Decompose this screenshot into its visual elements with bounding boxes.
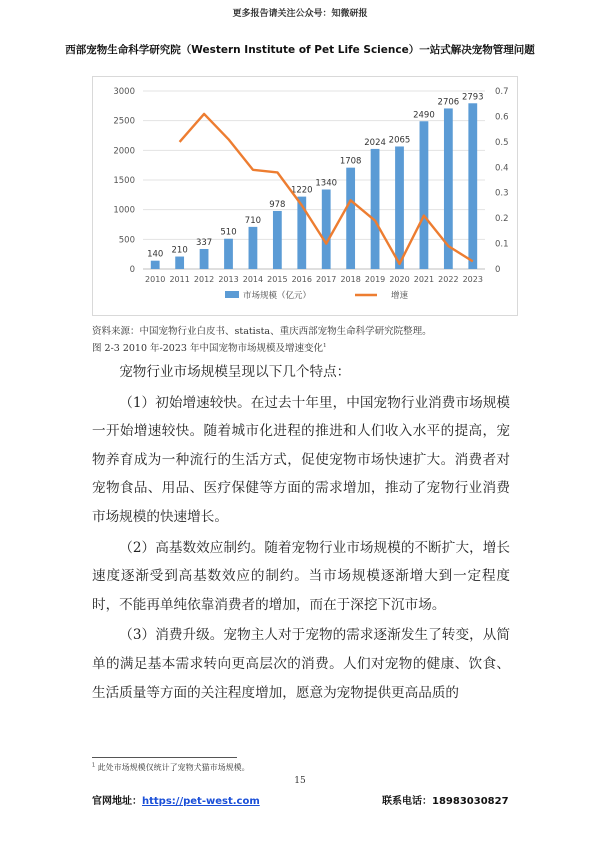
- legend-bar-label: 市场规模（亿元）: [243, 291, 312, 301]
- x-axis-tick-label: 2019: [364, 275, 386, 284]
- bar-data-label: 2706: [437, 97, 460, 108]
- chart-caption: [92, 340, 327, 354]
- footnote-marker: 1: [92, 763, 96, 769]
- bar: [175, 257, 184, 269]
- footnote: [92, 762, 250, 773]
- top-note: 更多报告请关注公众号：知微研报: [232, 9, 368, 19]
- bar-data-label: 2793: [461, 92, 484, 103]
- bar-data-label: 337: [195, 238, 213, 249]
- right-axis-tick-label: 0.2: [495, 214, 509, 225]
- bar-data-label: 978: [269, 199, 286, 210]
- x-axis-tick-label: 2010: [145, 275, 166, 284]
- bar-data-label: 1708: [339, 156, 362, 167]
- footnote-divider: [92, 757, 237, 758]
- caption-text: 图 2-3 2010 年-2023 年中国宠物市场规模及增速变化: [92, 343, 323, 354]
- right-axis-tick-label: 0.1: [495, 239, 509, 250]
- x-axis-tick-label: 2012: [193, 275, 215, 284]
- paragraph-2: （2）高基数效应制约。随着宠物行业市场规模的不断扩大，增长速度逐渐受到高基数效应的制约。当市场规模逐渐增大到一定程度时，不能再单纯依靠消费者的增加，而在于深挖下沉市场。: [92, 539, 510, 613]
- x-axis-tick-label: 2011: [169, 275, 190, 284]
- bar: [371, 149, 380, 269]
- x-axis-tick-label: 2015: [267, 275, 288, 284]
- footnote-text: 此处市场规模仅统计了宠物犬猫市场规模。: [97, 763, 250, 772]
- bar-data-label: 710: [244, 215, 262, 226]
- x-axis-tick-label: 2022: [438, 275, 459, 284]
- bar: [273, 211, 282, 269]
- bar-data-label: 2065: [388, 135, 411, 146]
- bar-data-label: 210: [171, 245, 188, 256]
- paragraph-intro: 宠物行业市场规模呈现以下几个特点：: [119, 364, 351, 380]
- left-axis-tick-label: 2500: [113, 116, 135, 127]
- bar-data-label: 140: [147, 249, 164, 260]
- bar: [200, 249, 209, 269]
- bar: [420, 121, 429, 269]
- x-axis-tick-label: 2020: [389, 275, 410, 284]
- left-axis-tick-label: 1000: [113, 205, 135, 216]
- bar: [395, 146, 404, 269]
- legend-line-label: 增速: [391, 291, 409, 301]
- bar: [468, 103, 477, 269]
- paragraph-1: （1）初始增速较快。在过去十年里，中国宠物行业消费市场规模一开始增速较快。随着城市化进程的推进和人们收入水平的提高，宠物养育成为一种流行的生活方式，促使宠物市场快速扩大。消费者对宠物食品、用品、医疗保健等方面的需求增加，推动了宠物行业消费市场规模的快速增长。: [92, 394, 510, 525]
- page-header: 西部宠物生命科学研究院（Western Institute of Pet Life Science）一站式解决宠物管理问题: [65, 44, 535, 56]
- market-chart: [92, 76, 518, 316]
- bar-data-label: 2024: [364, 137, 386, 148]
- x-axis-tick-label: 2014: [242, 275, 264, 284]
- caption-footnote-ref[interactable]: 1: [322, 342, 327, 349]
- bar: [346, 168, 355, 269]
- growth-line: [180, 114, 473, 264]
- page-number: 15: [294, 776, 306, 786]
- right-axis-tick-label: 0.4: [495, 163, 509, 174]
- x-axis-tick-label: 2018: [340, 275, 361, 284]
- footer-phone: [382, 792, 509, 807]
- left-axis-tick-label: 2000: [113, 146, 135, 157]
- left-axis-tick-label: 3000: [113, 87, 135, 97]
- x-axis-tick-label: 2017: [316, 275, 337, 284]
- bar-data-label: 1220: [290, 185, 313, 196]
- bar: [322, 189, 331, 269]
- bar: [249, 227, 258, 269]
- website-label: 官网地址：: [92, 796, 142, 807]
- right-axis-tick-label: 0.3: [495, 188, 509, 199]
- left-axis-tick-label: 0: [129, 265, 135, 275]
- right-axis-tick-label: 0.7: [495, 87, 509, 97]
- paragraph-3: （3）消费升级。宠物主人对于宠物的需求逐渐发生了转变，从简单的满足基本需求转向更高层次的消费。人们对宠物的健康、饮食、生活质量等方面的关注程度增加，愿意为宠物提供更高品质的: [92, 627, 510, 701]
- legend-bar-swatch: [225, 291, 239, 298]
- right-axis-tick-label: 0.5: [495, 137, 509, 148]
- left-axis-tick-label: 500: [118, 235, 135, 246]
- website-link[interactable]: https://pet-west.com: [142, 796, 260, 807]
- x-axis-tick-label: 2023: [462, 275, 483, 284]
- phone-label: 联系电话：: [382, 796, 432, 807]
- chart-source: 资料来源：中国宠物行业白皮书、statista、重庆西部宠物生命科学研究院整理。: [92, 326, 432, 337]
- chart-svg: [93, 77, 517, 315]
- bar-data-label: 2490: [413, 110, 435, 121]
- bar-data-label: 510: [220, 227, 237, 238]
- x-axis-tick-label: 2016: [291, 275, 312, 284]
- body-text: [92, 358, 510, 707]
- x-axis-tick-label: 2021: [413, 275, 435, 284]
- phone-number: 18983030827: [432, 796, 509, 807]
- right-axis-tick-label: 0: [495, 265, 501, 275]
- x-axis-tick-label: 2013: [218, 275, 239, 284]
- right-axis-tick-label: 0.6: [495, 112, 509, 123]
- bar-data-label: 1340: [315, 178, 338, 189]
- bar: [224, 239, 233, 269]
- left-axis-tick-label: 1500: [113, 176, 135, 186]
- footer-website: [92, 792, 260, 807]
- bar: [151, 261, 160, 269]
